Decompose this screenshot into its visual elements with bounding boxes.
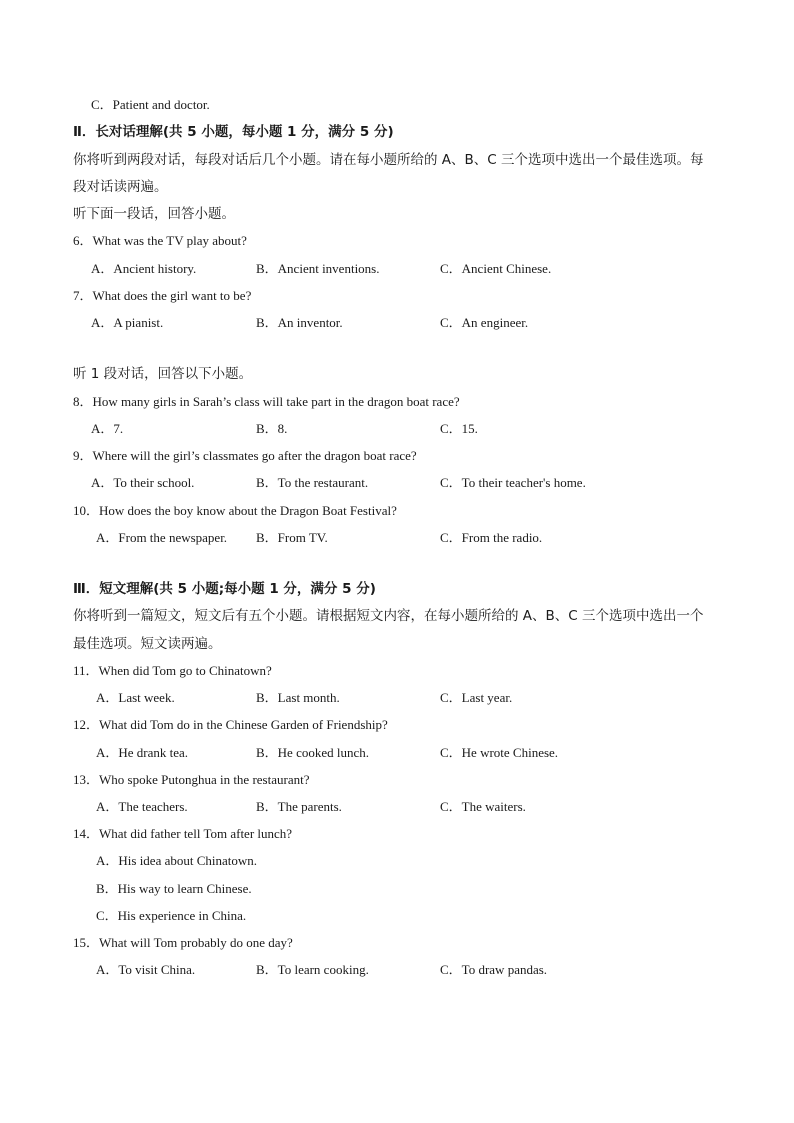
question-14-option-c: C．His experience in China. xyxy=(96,908,247,923)
question-15-option-c: C．To draw pandas. xyxy=(440,962,548,977)
q5-option-c: C．Patient and doctor. xyxy=(91,97,210,112)
section-2-instruction-1: 你将听到两段对话，每段对话后几个小题。请在每小题所给的 A、B、C 三个选项中选出一个最佳选项。每 xyxy=(73,152,704,168)
question-6-stem: 6．What was the TV play about? xyxy=(73,233,247,248)
section-3-instruction-2: 最佳选项。短文读两遍。 xyxy=(73,636,222,652)
question-13-option-a: A．The teachers. xyxy=(96,799,188,814)
question-15-option-a: A．To visit China. xyxy=(96,962,196,977)
question-8-option-a: A．7. xyxy=(91,421,124,436)
question-10-stem: 10．How does the boy know about the Dragon Boat Festival? xyxy=(73,503,397,518)
question-7-option-a: A．A pianist. xyxy=(91,315,164,330)
question-9-option-b: B．To the restaurant. xyxy=(256,475,369,490)
question-9-stem: 9．Where will the girl’s classmates go after the dragon boat race? xyxy=(73,448,417,463)
question-10-option-a: A．From the newspaper. xyxy=(96,530,228,545)
question-11-option-a: A．Last week. xyxy=(96,690,175,705)
dialogue-2-intro: 听 1 段对话，回答以下小题。 xyxy=(73,366,253,382)
section-3-instruction-1: 你将听到一篇短文，短文后有五个小题。请根据短文内容，在每小题所给的 A、B、C 三个选项中选出一个 xyxy=(73,608,704,624)
question-12-option-a: A．He drank tea. xyxy=(96,745,189,760)
question-7-stem: 7．What does the girl want to be? xyxy=(73,288,252,303)
dialogue-1-intro: 听下面一段话，回答小题。 xyxy=(73,206,235,222)
question-15-stem: 15．What will Tom probably do one day? xyxy=(73,935,293,950)
question-13-option-c: C．The waiters. xyxy=(440,799,526,814)
question-11-option-b: B．Last month. xyxy=(256,690,340,705)
question-14-option-a: A．His idea about Chinatown. xyxy=(96,853,258,868)
question-12-option-c: C．He wrote Chinese. xyxy=(440,745,559,760)
question-13-stem: 13．Who spoke Putonghua in the restaurant? xyxy=(73,772,310,787)
question-11-stem: 11．When did Tom go to Chinatown? xyxy=(73,663,272,678)
question-14-option-b: B．His way to learn Chinese. xyxy=(96,881,252,896)
question-15-option-b: B．To learn cooking. xyxy=(256,962,369,977)
question-7-option-c: C．An engineer. xyxy=(440,315,529,330)
section-2-instruction-2: 段对话读两遍。 xyxy=(73,179,168,195)
section-2-title: Ⅱ．长对话理解(共 5 小题，每小题 1 分，满分 5 分) xyxy=(73,124,394,140)
question-10-option-b: B．From TV. xyxy=(256,530,328,545)
question-6-option-c: C．Ancient Chinese. xyxy=(440,261,552,276)
question-10-option-c: C．From the radio. xyxy=(440,530,543,545)
question-14-stem: 14．What did father tell Tom after lunch? xyxy=(73,826,293,841)
question-12-stem: 12．What did Tom do in the Chinese Garden of Friendship? xyxy=(73,717,388,732)
question-6-option-a: A．Ancient history. xyxy=(91,261,197,276)
question-8-option-c: C．15. xyxy=(440,421,478,436)
question-8-option-b: B．8. xyxy=(256,421,288,436)
question-9-option-c: C．To their teacher's home. xyxy=(440,475,586,490)
question-6-option-b: B．Ancient inventions. xyxy=(256,261,380,276)
question-13-option-b: B．The parents. xyxy=(256,799,342,814)
question-8-stem: 8．How many girls in Sarah’s class will take part in the dragon boat race? xyxy=(73,394,460,409)
question-7-option-b: B．An inventor. xyxy=(256,315,343,330)
question-12-option-b: B．He cooked lunch. xyxy=(256,745,370,760)
section-3-title: Ⅲ．短文理解(共 5 小题;每小题 1 分，满分 5 分) xyxy=(73,581,376,597)
question-9-option-a: A．To their school. xyxy=(91,475,195,490)
question-11-option-c: C．Last year. xyxy=(440,690,513,705)
